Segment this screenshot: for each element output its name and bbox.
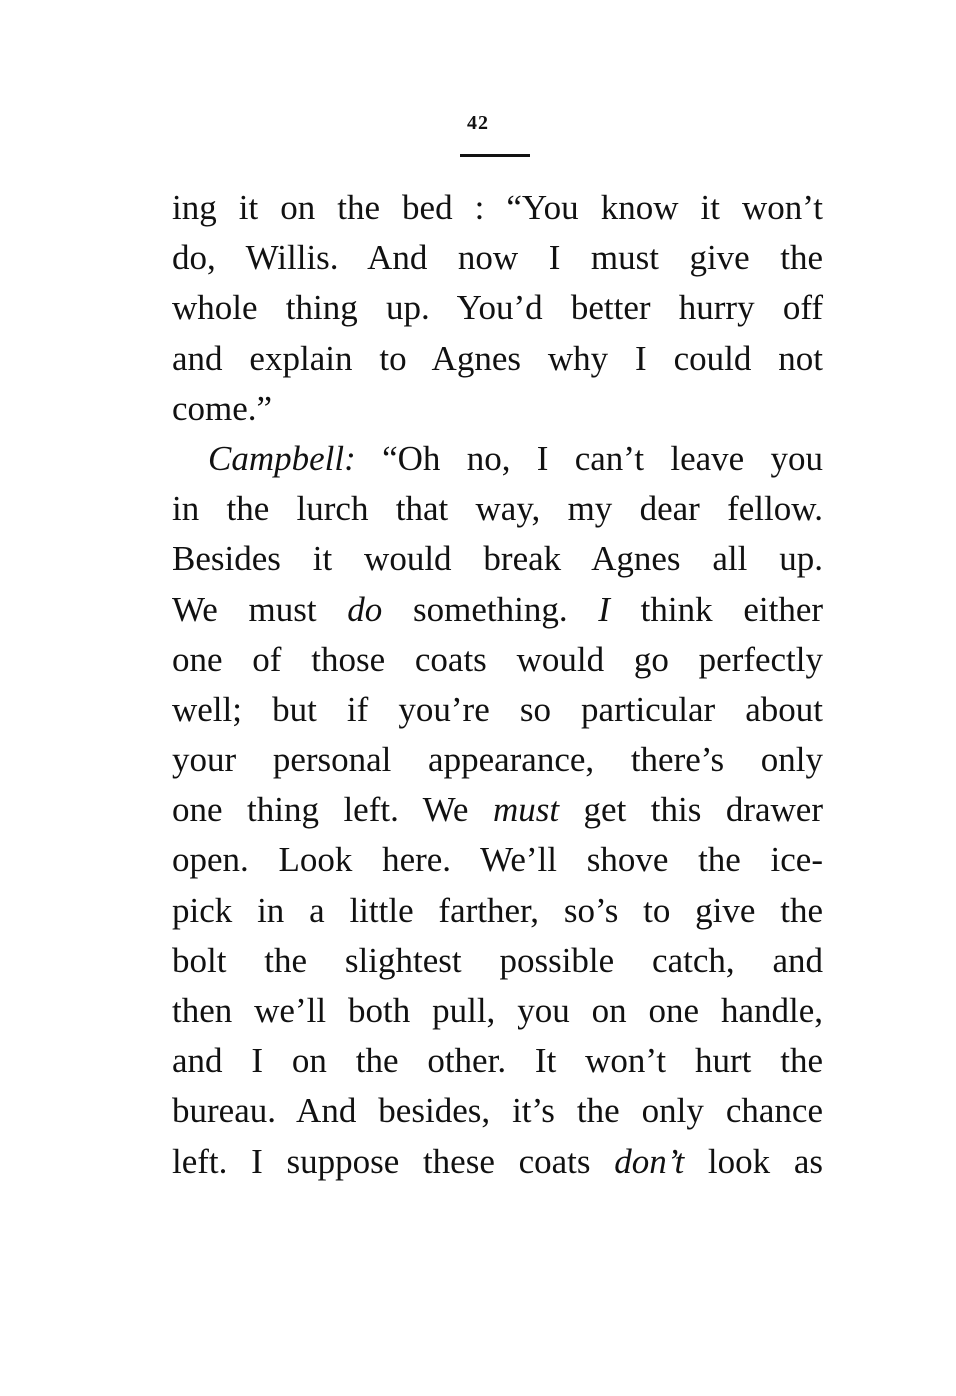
text-run: “Oh no, I can’t leave you [355,438,823,478]
text-line [172,585,823,635]
text-line [172,685,823,735]
body-text [172,183,823,1187]
page-number: 42 [467,112,489,134]
text-run: one of those coats would go perfectly [172,639,823,679]
header-rule [460,154,530,157]
text-run: think either [609,589,824,629]
text-run: open. Look here. We’ll shove the ice- [172,840,823,880]
text-line [172,233,823,283]
text-line [172,735,823,785]
text-run: something. [382,589,599,629]
text-run: do, Willis. And now I must give the [172,238,823,278]
text-line [172,334,823,384]
text-line [172,534,823,584]
text-line [172,1036,823,1086]
italic-run: Campbell: [208,438,356,478]
text-run: left. I suppose these coats [172,1141,615,1181]
text-line [172,936,823,986]
italic-run: I [598,589,610,629]
text-line [172,886,823,936]
text-line [172,434,823,484]
text-run: bolt the slightest possible catch, and [172,940,823,980]
italic-run: don’t [614,1141,685,1181]
text-run: come.” [172,388,273,428]
text-run: and I on the other. It won’t hurt the [172,1041,823,1081]
text-line [172,384,823,434]
text-line [172,635,823,685]
text-line [172,1137,823,1187]
text-line [172,183,823,233]
text-run: in the lurch that way, my dear fellow. [172,489,823,529]
text-run: well; but if you’re so particular about [172,689,823,729]
text-run: pick in a little farther, so’s to give the [172,890,823,930]
text-run: bureau. And besides, it’s the only chance [172,1091,823,1131]
text-run: get this drawer [559,790,823,830]
text-run: then we’ll both pull, you on one handle, [172,991,823,1030]
text-run: and explain to Agnes why I could not [172,338,823,378]
text-line [172,1086,823,1136]
text-line [172,986,823,1036]
text-run: your personal appearance, there’s only [172,740,823,780]
italic-run: must [492,790,560,830]
text-run: We must [172,589,348,629]
text-run: look as [684,1141,823,1181]
text-line [172,283,823,333]
text-run: Besides it would break Agnes all up. [172,539,823,579]
text-run: ing it on the bed : “You know it won’t [172,188,823,227]
text-line [172,785,823,835]
text-run: one thing left. We [172,790,493,830]
text-line [172,835,823,885]
italic-run: do [347,589,383,629]
text-line [172,484,823,534]
text-run: whole thing up. You’d better hurry off [172,288,823,328]
